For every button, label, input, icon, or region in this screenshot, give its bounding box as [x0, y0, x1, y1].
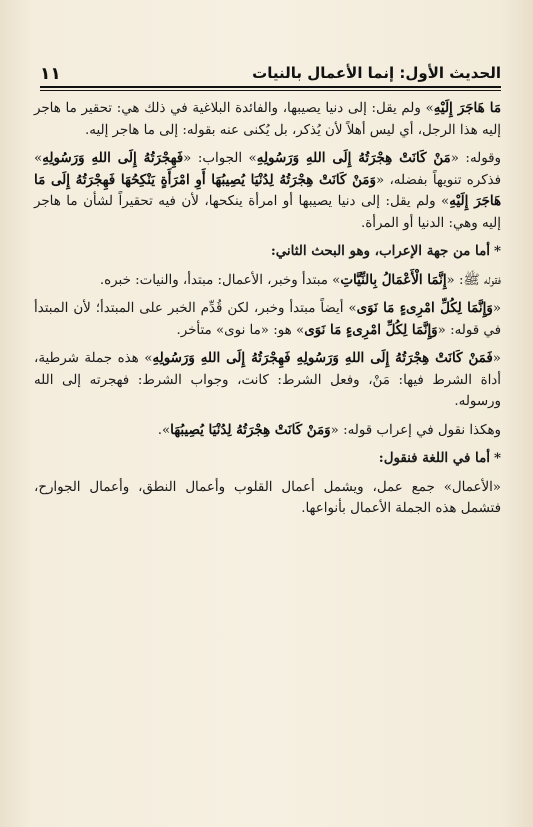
- page-number: ١١: [40, 64, 61, 84]
- quote: مَنْ كَانَتْ هِجْرَتُهُ إِلَى اللهِ وَرَسُولِهِ: [256, 150, 451, 166]
- paragraph-3: [34, 270, 501, 292]
- page-body: [34, 98, 501, 527]
- paragraph-7: [34, 477, 501, 520]
- text: » هذه جملة شرطية، أداة الشرط فيها: مَنْ، وفعل الشرط: كانت، وجواب الشرط: فهجرته إلى الله ورسوله.: [34, 351, 501, 409]
- page-header: [40, 58, 501, 86]
- heading-text: أما من جهة الإعراب، وهو البحث الثاني:: [270, 243, 490, 259]
- paragraph-1: [34, 98, 501, 141]
- text: وقوله: «: [450, 151, 501, 166]
- text: ».: [157, 422, 171, 438]
- text: «: [492, 351, 501, 366]
- quote: فَهِجْرَتُهُ إِلَى اللهِ وَرَسُولِهِ: [42, 150, 184, 166]
- text: «الأعمال» جمع عمل، ويشمل أعمال القلوب وأعمال النطق، وأعمال الجوارح، فتشمل هذه الجملة الأعمال بأنواعها.: [34, 479, 501, 516]
- paragraph-6: [34, 420, 501, 442]
- quote: مَا هَاجَرَ إِلَيْهِ: [433, 100, 502, 116]
- quote: وَمَنْ كَانَتْ هِجْرَتُهُ لِدُنْيَا يُصِيبُهَا أَوِ امْرَأَةٍ يَنْكِحُهَا فَهِجْرَتُهُ إِلَى مَا هَاجَرَ إِلَيْهِ: [34, 171, 502, 209]
- text: » الجواب: «: [183, 151, 257, 166]
- quote: وَإِنَّمَا لِكُلِّ امْرِىءٍ مَا نَوَى: [304, 321, 438, 338]
- heading-text: أما في اللغة فنقول:: [378, 450, 490, 466]
- header-rule-thin: [40, 90, 501, 91]
- text: » أيضاً مبتدأ وخبر، لكن قُدِّم الخبر على المبتدأ؛ لأن المبتدأ في قوله: «: [34, 301, 501, 338]
- text: » هو: «ما نوى» متأخر.: [176, 322, 305, 338]
- text: » ولم يقل: إلى دنيا يصيبها، والفائدة البلاغية في ذلك هي: تحقير ما هاجر إليه هذا الرجل، أي ليس أهلاً لأن يُذكر، بل يُكنى عنه بقوله: إلى ما هاجر إليه.: [34, 101, 501, 138]
- bullet-star: *: [493, 450, 501, 466]
- quote: وَإِنَّمَا لِكُلِّ امْرِىءٍ مَا نَوَى: [356, 300, 493, 316]
- paragraph-2: [34, 148, 501, 234]
- text: «: [492, 301, 502, 316]
- text: فقوله ﷺ: «: [446, 272, 501, 288]
- section-heading-grammar: [34, 241, 501, 263]
- text: وهكذا نقول في إعراب قوله: «: [330, 422, 501, 438]
- running-title: الحديث الأول: إنما الأعمال بالنيات: [252, 64, 501, 82]
- section-heading-language: [34, 448, 501, 470]
- text: » فذكره تنويهاً بفضله، «: [34, 151, 501, 188]
- paragraph-5: [34, 348, 501, 413]
- text: » ولم يقل: إلى دنيا يصيبها أو امرأة ينكحها، لأن فيه تحقيراً لشأن ما هاجر إليه وهي: الدنيا أو المرأة.: [34, 194, 501, 231]
- quote: وَمَنْ كَانَتْ هِجْرَتُهُ لِدُنْيَا يُصِيبُهَا: [170, 421, 331, 438]
- quote: فَمَنْ كَانَتْ هِجْرَتُهُ إِلَى اللهِ وَرَسُولِهِ فَهِجْرَتُهُ إِلَى اللهِ وَرَسُولِهِ: [152, 350, 493, 366]
- text: » مبتدأ وخبر، الأعمال: مبتدأ، والنيات: خبره.: [99, 272, 341, 288]
- quote: إِنَّمَا الْأَعْمَالُ بِالنِّيَّاتِ: [340, 271, 447, 288]
- bullet-star: *: [493, 243, 501, 259]
- header-rule: [40, 86, 501, 88]
- paragraph-4: [34, 298, 501, 341]
